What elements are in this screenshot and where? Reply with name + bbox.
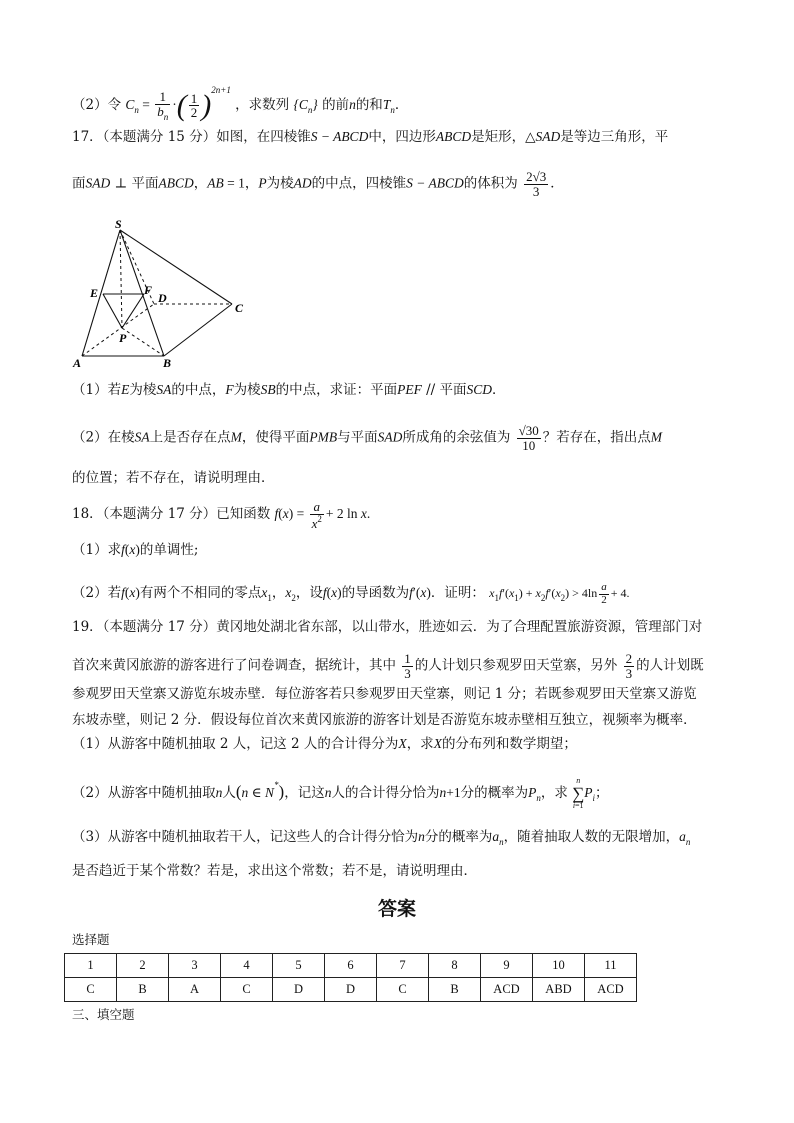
- answer-table: [64, 953, 637, 1002]
- fig-label-d: D: [158, 291, 167, 305]
- answer-num: 2: [117, 954, 169, 978]
- fig-label-a: A: [73, 356, 82, 370]
- math-cn-def: $C_n$ = $\frac{1}{b_n}$ ·( $\frac{1}{2}$ )$^{2n+1}$: [125, 85, 231, 122]
- math-fx: f(x) = $\frac{a}{x^2}$ + 2 ln x.: [274, 499, 371, 531]
- math-cosine: $\frac{√30}{10}$: [518, 423, 539, 453]
- q19-part1: （1）从游客中随机抽取 2 人，记这 2 人的合计得分为X，求X的分布列和数学期望；: [72, 736, 577, 752]
- answer-choice: D: [273, 978, 325, 1002]
- answer-num: 10: [533, 954, 585, 978]
- answer-num: 7: [377, 954, 429, 978]
- q19-part3: （3）从游客中随机抽取若干人，记这些人的合计得分恰为n分的概率为$a_n$，随着抽取人数的无限增加，$a_n$: [72, 829, 691, 847]
- answer-choice: B: [429, 978, 481, 1002]
- answer-num: 1: [65, 954, 117, 978]
- q19-part3-cont: 是否趋近于某个常数？若是，求出这个常数；若不是，请说明理由．: [72, 863, 477, 879]
- fig-label-f: F: [144, 283, 153, 297]
- q18-part1: （1）求f(x)的单调性;: [72, 542, 199, 558]
- fill-label: 三、填空题: [72, 1007, 135, 1022]
- pyramid-figure: [70, 218, 260, 370]
- q19-line1: 19．（本题满分 17 分）黄冈地处湖北省东部，以山带水，胜迹如云．为了合理配置旅游资源，管理部门对: [72, 619, 703, 635]
- q17-part2-cont: 的位置；若不存在，请说明理由．: [72, 470, 275, 486]
- answer-number-row: [65, 954, 637, 978]
- answer-num: 5: [273, 954, 325, 978]
- fig-label-c: C: [235, 301, 244, 315]
- q19-line3: 参观罗田天堂寨又游览东坡赤壁．每位游客若只参观罗田天堂寨，则记 1 分；若既参观罗田天堂寨又游览: [72, 686, 697, 702]
- math-inequality: $x_1f'(x_1) + x_2f'(x_2) > 4\ln$ $\frac{a}{2}$ + 4.: [489, 581, 630, 606]
- answer-num: 4: [221, 954, 273, 978]
- answer-choice: C: [65, 978, 117, 1002]
- math-volume: $\frac{2√3}{3}$: [526, 169, 547, 199]
- answer-num: 9: [481, 954, 533, 978]
- q17-part1: （1）若E为棱SA的中点，F为棱SB的中点，求证：平面PEF // 平面SCD．: [72, 382, 506, 398]
- answer-num: 11: [585, 954, 637, 978]
- fig-label-e: E: [90, 286, 99, 300]
- answer-num: 3: [169, 954, 221, 978]
- answer-choice: C: [377, 978, 429, 1002]
- q17-part2: （2）在棱SA上是否存在点M，使得平面PMB与平面SAD所成角的余弦值为 $\frac{√30}{10}$ ？若存在，指出点M: [72, 423, 663, 453]
- q19-line4: 东坡赤壁，则记 2 分．假设每位首次来黄冈旅游的游客计划是否游览东坡赤壁相互独立，视频率为概率．: [72, 712, 697, 728]
- q18-part2: （2）若f(x)有两个不相同的零点$x_1$，$x_2$，设f(x)的导函数为f′(x)．证明： $x_1f'(x_1) + x_2f'(x_2) > 4\ln$ $\frac{a}{2}$ + 4.: [72, 581, 630, 606]
- answer-choice: ACD: [481, 978, 533, 1002]
- fig-label-b: B: [163, 356, 172, 370]
- answers-title: 答案: [377, 898, 416, 920]
- q16-part2: （2）令 $C_n$ = $\frac{1}{b_n}$ ·( $\frac{1}{2}$ )$^{2n+1}$ ，求数列 $\{C_n\}$ 的前n的和$T_n$．: [72, 85, 409, 122]
- answer-choice-row: [65, 978, 637, 1002]
- fig-label-p: P: [119, 331, 127, 345]
- answer-choice: D: [325, 978, 377, 1002]
- answer-choice: A: [169, 978, 221, 1002]
- answer-choice: B: [117, 978, 169, 1002]
- fig-label-s: S: [115, 218, 122, 231]
- math-sum: n ∑ i=1: [572, 776, 585, 810]
- q17-line2: 面SAD ⊥ 平面ABCD，AB = 1，P为棱AD的中点，四棱锥S − ABCD的体积为 $\frac{2√3}{3}$ ．: [72, 169, 564, 199]
- q19-line2: 首次来黄冈旅游的游客进行了问卷调查，据统计，其中 $\frac{1}{3}$ 的人计划只参观罗田天堂寨，另外 $\frac{2}{3}$ 的人计划既: [72, 651, 704, 681]
- answer-choice: C: [221, 978, 273, 1002]
- q19-part2: （2）从游客中随机抽取n人(n ∈ N*)，记这n人的合计得分恰为n+1分的概率为$P_n$，求 n ∑ i=1 $P_i$；: [72, 776, 609, 810]
- answer-choice: ACD: [585, 978, 637, 1002]
- q17-line1: 17．（本题满分 15 分）如图，在四棱锥S − ABCD中，四边形ABCD是矩形，△SAD是等边三角形，平: [72, 129, 669, 145]
- mc-label: 选择题: [72, 932, 110, 947]
- answer-num: 6: [325, 954, 377, 978]
- answer-num: 8: [429, 954, 481, 978]
- answer-choice: ABD: [533, 978, 585, 1002]
- q18-stem: 18．（本题满分 17 分）已知函数 f(x) = $\frac{a}{x^2}$ + 2 ln x.: [72, 499, 371, 531]
